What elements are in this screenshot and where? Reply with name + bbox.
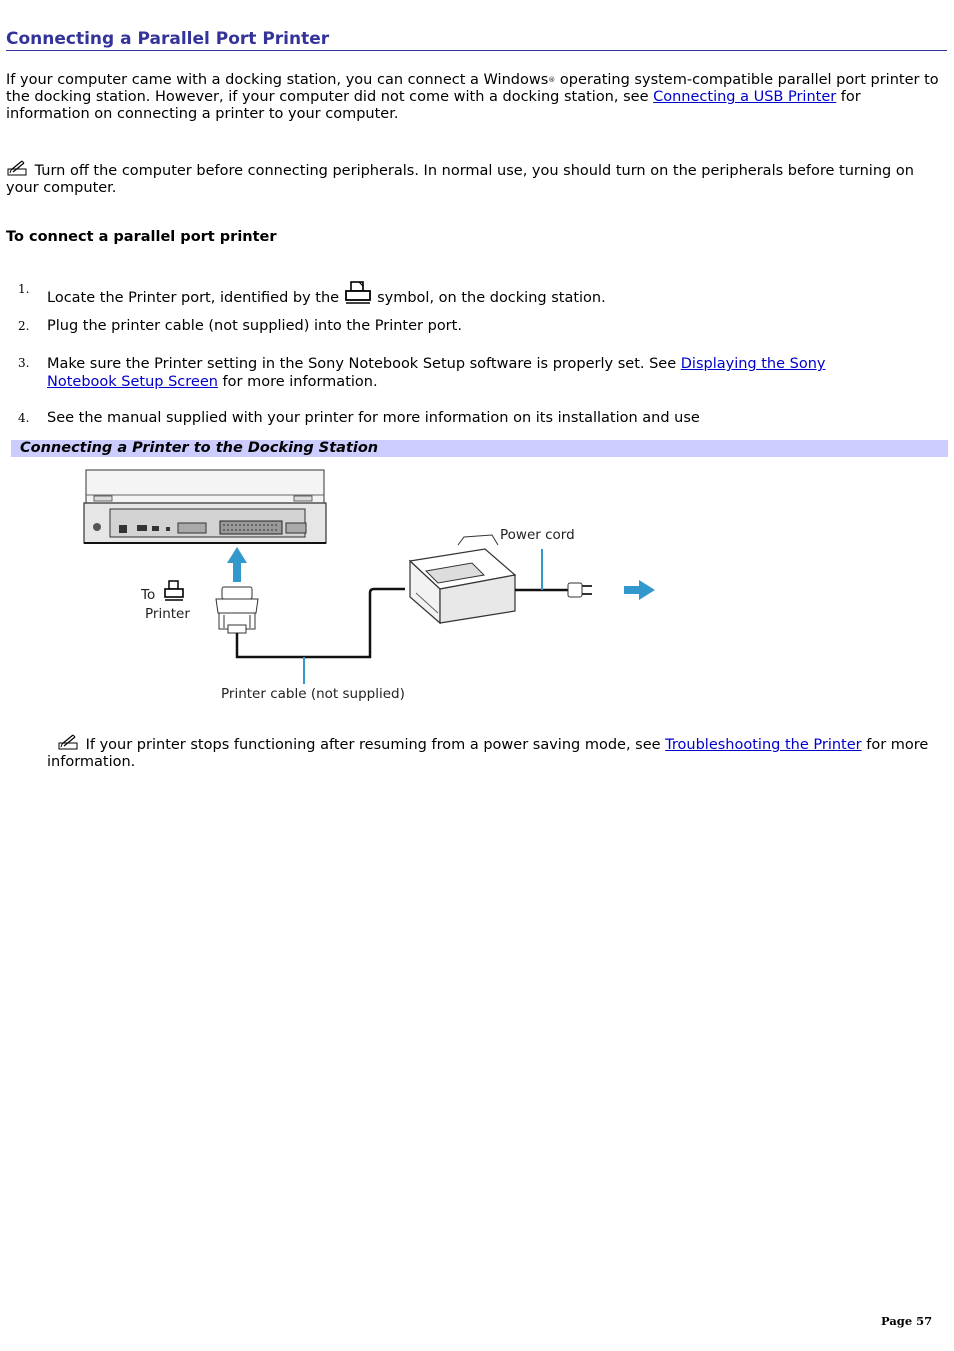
sony-notebook-setup-link[interactable]: Displaying the Sony Notebook Setup Screen [47,356,826,390]
step-number: 3. [18,356,30,370]
step-1-text-b: symbol, on the docking station. [377,290,606,306]
docking-station-illustration [84,470,326,543]
printer-illustration [410,535,515,623]
power-cord-label: Power cord [500,527,575,543]
usb-printer-link[interactable]: Connecting a USB Printer [653,89,837,105]
troubleshooting-printer-link[interactable]: Troubleshooting the Printer [665,737,862,753]
procedure-heading: To connect a parallel port printer [6,229,277,245]
intro-text-1: If your computer came with a docking station, you can connect a Windows [6,72,549,88]
figure-caption: Connecting a Printer to the Docking Station [11,440,948,457]
step-2: Plug the printer cable (not supplied) into the Printer port. [47,318,462,334]
step-3-text-a: Make sure the Printer setting in the Sony Notebook Setup software is properly set. See [47,356,681,372]
printer-label: Printer [145,606,190,622]
note-pen-icon [6,160,30,176]
note-power-saving [47,734,937,771]
printer-icon [343,280,373,306]
step-3 [47,355,887,391]
printer-symbol-icon [165,581,183,600]
step-number: 1. [18,282,30,296]
registered-mark: ® [548,76,556,84]
note-peripherals [6,160,946,197]
step-4: See the manual supplied with your printer for more information on its installation and use [47,410,700,426]
printer-cable-label: Printer cable (not supplied) [221,686,405,702]
intro-text-2: operating system-compatible parallel port printer to the docking station. However, if your computer did not come with a docking station, see [6,72,939,105]
step-1 [47,280,907,307]
to-label: To [141,587,156,603]
note-pen-icon [57,734,81,750]
power-plug-illustration [568,583,592,597]
intro-text-3: for information on connecting a printer to your computer. [6,89,861,122]
arrow-up-icon [227,547,247,582]
step-3-text-b: for more information. [217,374,378,390]
step-number: 4. [18,411,30,425]
note-peripherals-text: Turn off the computer before connecting peripherals. In normal use, you should turn on the peripherals before turning on your computer. [6,163,914,196]
note-power-text-a: If your printer stops functioning after resuming from a power saving mode, see [81,737,666,753]
parallel-connector-illustration [216,587,258,633]
printer-cable-line [237,589,405,657]
step-1-text-a: Locate the Printer port, identified by the [47,290,340,306]
page-title: Connecting a Parallel Port Printer [6,29,947,51]
step-number: 2. [18,319,30,333]
arrow-right-icon [624,580,655,600]
page-number: Page 57 [881,1314,933,1328]
intro-paragraph [6,72,946,123]
docking-printer-diagram [80,465,660,710]
note-power-text-b: for more information. [47,737,929,770]
